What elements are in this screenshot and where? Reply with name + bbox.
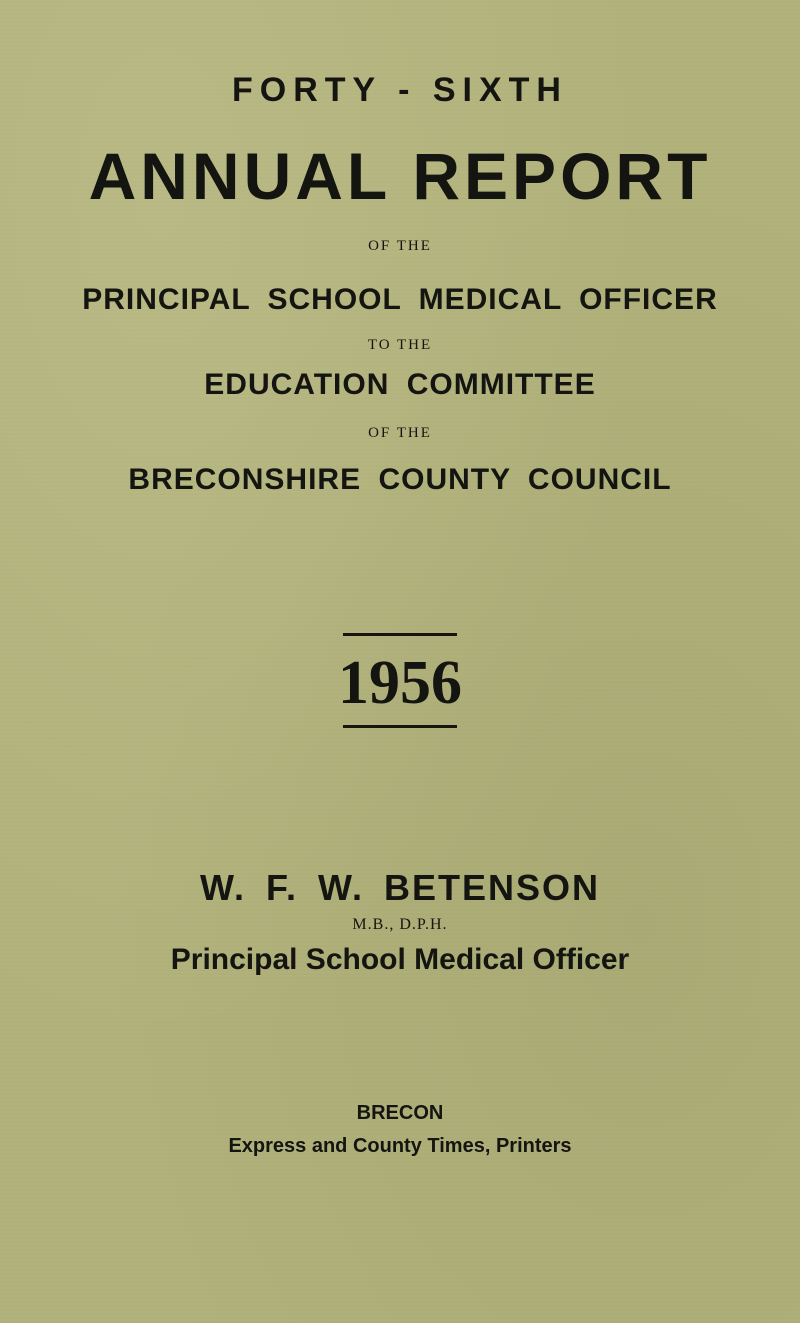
officer-heading: PRINCIPAL SCHOOL MEDICAL OFFICER bbox=[82, 283, 718, 316]
report-year: 1956 bbox=[338, 649, 462, 717]
to-the-label: TO THE bbox=[367, 337, 433, 353]
committee-heading: EDUCATION COMMITTEE bbox=[204, 368, 596, 401]
year-rule-bottom bbox=[343, 725, 457, 728]
author-degrees: M.B., D.P.H. bbox=[352, 916, 448, 933]
report-title: ANNUAL REPORT bbox=[88, 139, 712, 213]
printer-name: Express and County Times, Printers bbox=[228, 1135, 572, 1157]
council-heading: BRECONSHIRE COUNTY COUNCIL bbox=[128, 463, 672, 496]
year-rule-top bbox=[343, 633, 457, 636]
author-position: Principal School Medical Officer bbox=[170, 943, 630, 976]
of-the-label: OF THE bbox=[368, 238, 432, 254]
author-name: W. F. W. BETENSON bbox=[199, 867, 601, 908]
publication-place: BRECON bbox=[356, 1102, 444, 1124]
of-the-label-second: OF THE bbox=[368, 425, 432, 441]
edition-heading: FORTY - SIXTH bbox=[232, 71, 568, 109]
